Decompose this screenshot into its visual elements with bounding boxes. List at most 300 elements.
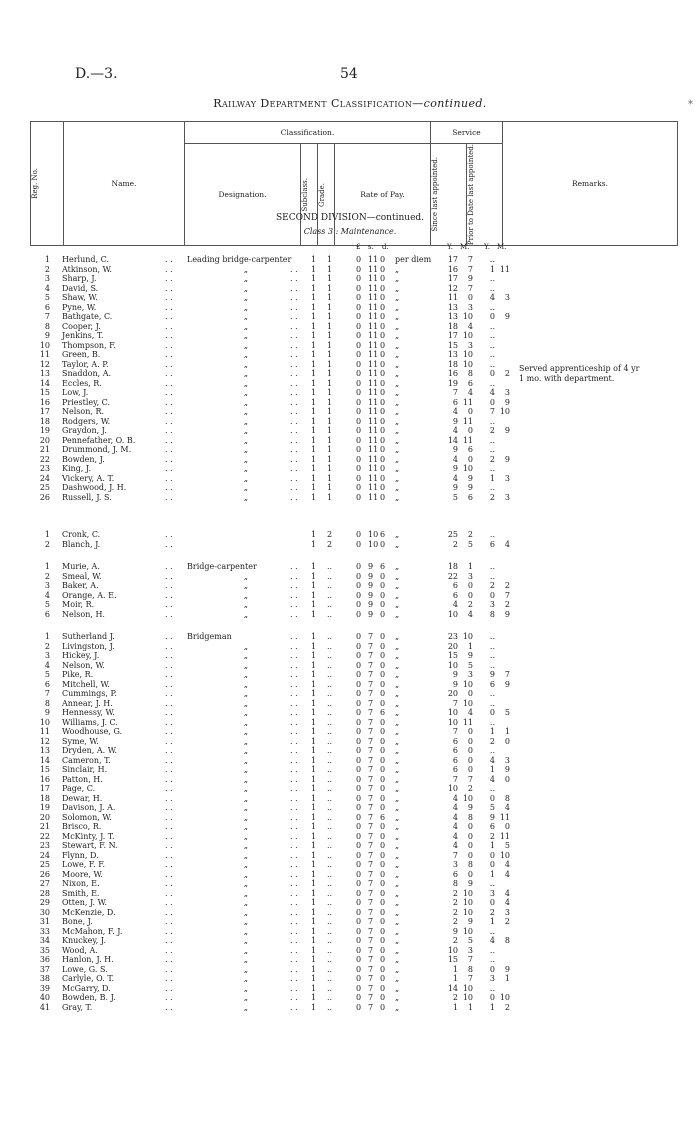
leader-dots: . . bbox=[290, 321, 298, 331]
subclass: 1 bbox=[311, 340, 317, 350]
leader-dots: . . bbox=[165, 898, 173, 907]
table-row bbox=[0, 775, 700, 785]
table-row bbox=[0, 718, 700, 728]
rate-pounds: 0 bbox=[356, 312, 362, 321]
table-row bbox=[0, 474, 700, 484]
reg-no: 15 bbox=[39, 765, 50, 774]
rate-pounds: 0 bbox=[356, 907, 362, 917]
rate-shillings: 7 bbox=[368, 907, 374, 917]
grade: .. bbox=[327, 774, 333, 784]
rate-pounds: 0 bbox=[356, 641, 362, 651]
table-row bbox=[0, 398, 700, 408]
reg-no: 38 bbox=[39, 974, 50, 983]
leader-dots: . . bbox=[290, 717, 298, 727]
rate-shillings: 7 bbox=[368, 993, 374, 1002]
table-row bbox=[0, 756, 700, 766]
rate-shillings: 10 bbox=[368, 539, 379, 549]
prior-months: 2 bbox=[504, 581, 510, 590]
grade: .. bbox=[327, 955, 333, 964]
since-years: 1 bbox=[452, 964, 458, 974]
rate-pence: 0 bbox=[380, 993, 386, 1002]
prior-years: .. bbox=[489, 340, 495, 350]
leader-dots: . . bbox=[165, 993, 173, 1002]
staff-name: Patton, H. bbox=[62, 774, 103, 784]
reg-no: 33 bbox=[39, 926, 50, 936]
grade: .. bbox=[327, 888, 333, 898]
leader-dots: . . bbox=[165, 736, 173, 746]
leader-dots: . . bbox=[290, 926, 298, 936]
rate-period: „ bbox=[395, 331, 400, 340]
rate-pounds: 0 bbox=[356, 831, 362, 841]
rate-pounds: 0 bbox=[356, 993, 362, 1002]
since-years: 9 bbox=[452, 679, 458, 689]
table-row bbox=[0, 699, 700, 709]
rate-pounds: 0 bbox=[356, 698, 362, 708]
rate-shillings: 9 bbox=[368, 571, 374, 581]
prior-months: 3 bbox=[504, 755, 510, 765]
staff-name: Hennessy, W. bbox=[62, 708, 115, 717]
designation: „ bbox=[243, 860, 249, 869]
reg-no: 1 bbox=[44, 562, 50, 571]
rate-shillings: 7 bbox=[368, 888, 374, 898]
leader-dots: . . bbox=[165, 869, 173, 879]
prior-years: 7 bbox=[489, 407, 495, 416]
since-months: 10 bbox=[462, 907, 473, 917]
prior-years: 3 bbox=[489, 888, 495, 898]
prior-years: 1 bbox=[489, 841, 495, 850]
reg-no: 22 bbox=[39, 831, 50, 841]
staff-name: Priestley, C. bbox=[62, 397, 111, 407]
since-years: 10 bbox=[447, 609, 458, 619]
rate-pence: 0 bbox=[380, 600, 386, 609]
staff-name: Pyne, W. bbox=[62, 302, 97, 312]
table-row bbox=[0, 860, 700, 870]
rate-shillings: 7 bbox=[368, 841, 374, 850]
leader-dots: . . bbox=[290, 397, 298, 407]
since-years: 1 bbox=[452, 1002, 458, 1012]
rate-shillings: 7 bbox=[368, 850, 374, 860]
grade: 1 bbox=[327, 340, 333, 350]
grade: 1 bbox=[327, 483, 333, 492]
leader-dots: . . bbox=[165, 378, 173, 388]
reg-no: 7 bbox=[44, 689, 50, 698]
rate-pence: 0 bbox=[380, 727, 386, 736]
subclass: 1 bbox=[311, 416, 317, 426]
rate-pounds: 0 bbox=[356, 359, 362, 369]
designation: „ bbox=[243, 660, 249, 670]
rate-shillings: 7 bbox=[368, 831, 374, 841]
rate-period: „ bbox=[395, 483, 400, 492]
since-months: 1 bbox=[467, 562, 473, 571]
staff-name: McMahon, F. J. bbox=[62, 926, 123, 936]
since-years: 9 bbox=[452, 670, 458, 679]
prior-years: .. bbox=[489, 359, 495, 369]
rate-period: „ bbox=[395, 746, 400, 755]
rate-pence: 0 bbox=[380, 717, 386, 727]
since-years: 2 bbox=[452, 907, 458, 917]
rate-pence: 6 bbox=[380, 812, 386, 822]
leader-dots: . . bbox=[165, 670, 173, 679]
table-row bbox=[0, 851, 700, 861]
leader-dots: . . bbox=[165, 454, 173, 464]
reg-no: 10 bbox=[39, 717, 50, 727]
since-months: 4 bbox=[467, 388, 473, 397]
prior-months: 4 bbox=[504, 888, 510, 898]
rate-shillings: 11 bbox=[368, 369, 379, 378]
prior-years: 9 bbox=[489, 812, 495, 822]
staff-name: Williams, J. C. bbox=[62, 717, 118, 727]
reg-no: 15 bbox=[39, 388, 50, 397]
rate-period: „ bbox=[395, 879, 400, 888]
reg-no: 21 bbox=[39, 822, 50, 831]
prior-months: 8 bbox=[504, 793, 510, 803]
staff-name: Shaw, W. bbox=[62, 293, 98, 302]
rate-shillings: 11 bbox=[368, 293, 379, 302]
table-row bbox=[0, 908, 700, 918]
rate-pence: 0 bbox=[380, 426, 386, 435]
subclass: 1 bbox=[311, 571, 317, 581]
rate-pence: 0 bbox=[380, 831, 386, 841]
staff-name: Stewart, F. N. bbox=[62, 841, 118, 850]
leader-dots: . . bbox=[165, 784, 173, 793]
since-months: 7 bbox=[467, 264, 473, 274]
staff-name: Flynn, D. bbox=[62, 850, 99, 860]
staff-name: Eccles, R. bbox=[62, 378, 102, 388]
rate-pounds: 0 bbox=[356, 426, 362, 435]
since-years: 4 bbox=[452, 473, 458, 483]
subclass: 1 bbox=[311, 784, 317, 793]
leader-dots: . . bbox=[290, 359, 298, 369]
staff-name: Gray, T. bbox=[62, 1002, 93, 1012]
since-years: 7 bbox=[452, 850, 458, 860]
designation: „ bbox=[243, 708, 249, 717]
rate-pounds: 0 bbox=[356, 926, 362, 936]
leader-dots: . . bbox=[290, 473, 298, 483]
prior-years: 1 bbox=[489, 765, 495, 774]
prior-months: 3 bbox=[504, 293, 510, 302]
rate-pounds: 0 bbox=[356, 255, 362, 264]
reg-no: 25 bbox=[39, 483, 50, 492]
grade: .. bbox=[327, 746, 333, 755]
subclass: 1 bbox=[311, 397, 317, 407]
staff-name: Pennefather, O. B. bbox=[62, 435, 136, 445]
grade: 1 bbox=[327, 283, 333, 293]
rate-pounds: 0 bbox=[356, 632, 362, 641]
subclass: 1 bbox=[311, 708, 317, 717]
leader-dots: . . bbox=[165, 727, 173, 736]
grade: .. bbox=[327, 609, 333, 619]
title-main: Railway Department Classification bbox=[213, 97, 413, 110]
grade: 1 bbox=[327, 369, 333, 378]
since-months: 11 bbox=[462, 717, 473, 727]
grade: .. bbox=[327, 907, 333, 917]
prior-years: .. bbox=[489, 274, 495, 283]
rate-pence: 0 bbox=[380, 274, 386, 283]
subclass: 1 bbox=[311, 407, 317, 416]
since-years: 2 bbox=[452, 936, 458, 945]
staff-name: Smith, E. bbox=[62, 888, 100, 898]
subclass: 1 bbox=[311, 736, 317, 746]
rate-period: „ bbox=[395, 302, 400, 312]
since-months: 10 bbox=[462, 898, 473, 907]
leader-dots: . . bbox=[290, 879, 298, 888]
leader-dots: . . bbox=[290, 581, 298, 590]
leader-dots: . . bbox=[165, 964, 173, 974]
prior-months: 3 bbox=[504, 388, 510, 397]
since-months: 6 bbox=[467, 378, 473, 388]
rate-pounds: 0 bbox=[356, 679, 362, 689]
rate-pence: 0 bbox=[380, 378, 386, 388]
table-row bbox=[0, 708, 700, 718]
leader-dots: . . bbox=[290, 312, 298, 321]
reg-no: 6 bbox=[44, 679, 50, 689]
prior-months: 9 bbox=[504, 312, 510, 321]
since-months: 4 bbox=[467, 609, 473, 619]
prior-years: 1 bbox=[489, 917, 495, 926]
since-years: 6 bbox=[452, 765, 458, 774]
margin-mark: ⁎ bbox=[688, 96, 693, 107]
table-row bbox=[0, 946, 700, 956]
since-years: 7 bbox=[452, 698, 458, 708]
prior-years: .. bbox=[489, 784, 495, 793]
designation: „ bbox=[243, 454, 249, 464]
grade: .. bbox=[327, 993, 333, 1002]
since-years: 6 bbox=[452, 581, 458, 590]
since-years: 14 bbox=[447, 983, 458, 993]
prior-years: .. bbox=[489, 660, 495, 670]
prior-months: 2 bbox=[504, 369, 510, 378]
designation: „ bbox=[243, 359, 249, 369]
reg-no: 36 bbox=[39, 955, 50, 964]
leader-dots: . . bbox=[290, 793, 298, 803]
designation: „ bbox=[243, 435, 249, 445]
rate-period: „ bbox=[395, 632, 400, 641]
staff-name: Cameron, T. bbox=[62, 755, 111, 765]
since-months: 8 bbox=[467, 964, 473, 974]
prior-years: .. bbox=[489, 641, 495, 651]
rate-pence: 0 bbox=[380, 416, 386, 426]
rate-shillings: 7 bbox=[368, 698, 374, 708]
subclass: 1 bbox=[311, 581, 317, 590]
rate-shillings: 11 bbox=[368, 283, 379, 293]
designation: „ bbox=[243, 727, 249, 736]
rate-shillings: 7 bbox=[368, 641, 374, 651]
prior-months: 9 bbox=[504, 426, 510, 435]
grade: .. bbox=[327, 590, 333, 600]
designation: „ bbox=[243, 492, 249, 502]
rate-period: „ bbox=[395, 831, 400, 841]
designation: „ bbox=[243, 945, 249, 955]
rate-shillings: 7 bbox=[368, 964, 374, 974]
rate-period: „ bbox=[395, 407, 400, 416]
table-row bbox=[0, 832, 700, 842]
subclass: 1 bbox=[311, 483, 317, 492]
grade: .. bbox=[327, 945, 333, 955]
table-row bbox=[0, 562, 700, 572]
table-row bbox=[0, 610, 700, 620]
rate-shillings: 7 bbox=[368, 660, 374, 670]
table-row bbox=[0, 955, 700, 965]
leader-dots: . . bbox=[165, 359, 173, 369]
subclass: 1 bbox=[311, 812, 317, 822]
leader-dots: . . bbox=[290, 888, 298, 898]
staff-name: Vickery, A. T. bbox=[62, 473, 115, 483]
reg-no: 26 bbox=[39, 869, 50, 879]
reg-no: 35 bbox=[39, 945, 50, 955]
rate-shillings: 11 bbox=[368, 302, 379, 312]
prior-years: 4 bbox=[489, 388, 495, 397]
designation: „ bbox=[243, 983, 249, 993]
table-row bbox=[0, 1003, 700, 1013]
staff-name: Cronk, C. bbox=[62, 530, 101, 539]
staff-name: Woodhouse, G. bbox=[62, 727, 123, 736]
rate-shillings: 11 bbox=[368, 378, 379, 388]
rate-period: „ bbox=[395, 283, 400, 293]
since-years: 9 bbox=[452, 926, 458, 936]
leader-dots: . . bbox=[290, 426, 298, 435]
rate-pence: 0 bbox=[380, 435, 386, 445]
rate-pence: 0 bbox=[380, 397, 386, 407]
leader-dots: . . bbox=[290, 831, 298, 841]
rate-pence: 0 bbox=[380, 755, 386, 765]
leader-dots: . . bbox=[290, 679, 298, 689]
rate-pounds: 0 bbox=[356, 736, 362, 746]
since-years: 2 bbox=[452, 888, 458, 898]
designation: „ bbox=[243, 698, 249, 708]
prior-years: .. bbox=[489, 283, 495, 293]
staff-name: Annear, J. H. bbox=[62, 698, 113, 708]
leader-dots: . . bbox=[290, 708, 298, 717]
since-years: 12 bbox=[447, 283, 458, 293]
rate-shillings: 7 bbox=[368, 955, 374, 964]
since-years: 2 bbox=[452, 898, 458, 907]
table-row bbox=[0, 965, 700, 975]
prior-months: 4 bbox=[504, 860, 510, 869]
rate-shillings: 7 bbox=[368, 651, 374, 660]
rate-pence: 0 bbox=[380, 407, 386, 416]
staff-name: Herlund, C. bbox=[62, 255, 109, 264]
table-row bbox=[0, 642, 700, 652]
since-months: 0 bbox=[467, 822, 473, 831]
rate-shillings: 9 bbox=[368, 600, 374, 609]
rate-shillings: 7 bbox=[368, 917, 374, 926]
since-years: 4 bbox=[452, 812, 458, 822]
unit-years: Y. bbox=[447, 243, 453, 251]
leader-dots: . . bbox=[165, 312, 173, 321]
reg-no: 2 bbox=[44, 264, 50, 274]
leader-dots: . . bbox=[290, 774, 298, 784]
staff-name: Green, B. bbox=[62, 350, 101, 359]
rate-period: „ bbox=[395, 530, 400, 539]
reg-no: 26 bbox=[39, 492, 50, 502]
since-months: 3 bbox=[467, 945, 473, 955]
since-years: 6 bbox=[452, 590, 458, 600]
subclass: 1 bbox=[311, 264, 317, 274]
rate-pence: 0 bbox=[380, 483, 386, 492]
rate-pounds: 0 bbox=[356, 888, 362, 898]
rate-period: „ bbox=[395, 888, 400, 898]
table-row bbox=[0, 426, 700, 436]
reg-no: 4 bbox=[44, 590, 50, 600]
prior-years: .. bbox=[489, 445, 495, 454]
staff-name: Hanlon, J. H. bbox=[62, 955, 114, 964]
page-code: D.—3. bbox=[75, 66, 118, 82]
grade: .. bbox=[327, 917, 333, 926]
since-years: 4 bbox=[452, 426, 458, 435]
rate-shillings: 7 bbox=[368, 746, 374, 755]
prior-months: 9 bbox=[504, 609, 510, 619]
table-row bbox=[0, 530, 700, 540]
since-years: 17 bbox=[447, 331, 458, 340]
rate-shillings: 7 bbox=[368, 822, 374, 831]
staff-name: Orange, A. E. bbox=[62, 590, 117, 600]
since-months: 10 bbox=[462, 331, 473, 340]
designation: „ bbox=[243, 917, 249, 926]
since-years: 4 bbox=[452, 831, 458, 841]
leader-dots: . . bbox=[290, 746, 298, 755]
reg-no: 25 bbox=[39, 860, 50, 869]
rate-period: „ bbox=[395, 293, 400, 302]
prior-years: .. bbox=[489, 378, 495, 388]
since-months: 0 bbox=[467, 454, 473, 464]
leader-dots: . . bbox=[165, 679, 173, 689]
leader-dots: . . bbox=[165, 746, 173, 755]
leader-dots: . . bbox=[290, 571, 298, 581]
subclass: 1 bbox=[311, 445, 317, 454]
designation: „ bbox=[243, 571, 249, 581]
leader-dots: . . bbox=[290, 936, 298, 945]
leader-dots: . . bbox=[290, 736, 298, 746]
leader-dots: . . bbox=[290, 907, 298, 917]
prior-years: 1 bbox=[489, 869, 495, 879]
leader-dots: . . bbox=[165, 283, 173, 293]
since-years: 9 bbox=[452, 445, 458, 454]
reg-no: 39 bbox=[39, 983, 50, 993]
prior-years: 5 bbox=[489, 803, 495, 812]
designation: Bridgeman bbox=[187, 632, 232, 641]
since-months: 8 bbox=[467, 369, 473, 378]
rate-pounds: 0 bbox=[356, 369, 362, 378]
prior-years: 0 bbox=[489, 898, 495, 907]
table-row bbox=[0, 540, 700, 550]
subclass: 1 bbox=[311, 689, 317, 698]
table-row bbox=[0, 388, 700, 398]
subclass: 1 bbox=[311, 530, 317, 539]
reg-no: 5 bbox=[44, 600, 50, 609]
since-years: 13 bbox=[447, 302, 458, 312]
rate-pence: 0 bbox=[380, 660, 386, 670]
leader-dots: . . bbox=[165, 803, 173, 812]
rate-pence: 0 bbox=[380, 879, 386, 888]
since-months: 7 bbox=[467, 955, 473, 964]
service-header: Service bbox=[431, 122, 503, 144]
rate-pounds: 0 bbox=[356, 388, 362, 397]
reg-no: 7 bbox=[44, 312, 50, 321]
leader-dots: . . bbox=[165, 581, 173, 590]
leader-dots: . . bbox=[165, 917, 173, 926]
unit-shilling: s. bbox=[368, 243, 374, 251]
subclass: 1 bbox=[311, 435, 317, 445]
prior-years: .. bbox=[489, 746, 495, 755]
rate-pence: 0 bbox=[380, 255, 386, 264]
designation: „ bbox=[243, 651, 249, 660]
leader-dots: . . bbox=[165, 293, 173, 302]
rate-shillings: 11 bbox=[368, 435, 379, 445]
rate-pounds: 0 bbox=[356, 812, 362, 822]
rate-pence: 6 bbox=[380, 708, 386, 717]
since-months: 7 bbox=[467, 255, 473, 264]
prior-years: .. bbox=[489, 331, 495, 340]
